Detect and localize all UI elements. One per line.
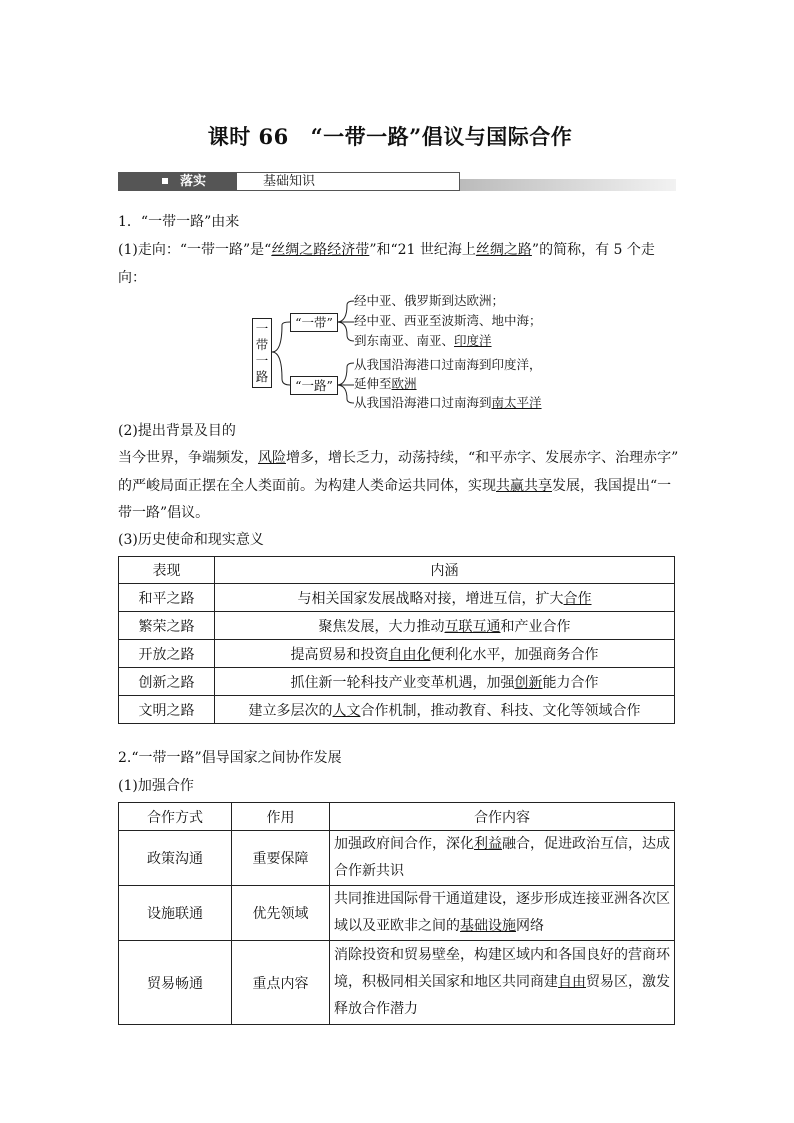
section-banner [118, 172, 676, 191]
table-row [119, 640, 675, 668]
text-run: 便利化水平，加强商务合作 [430, 646, 599, 663]
text-run: 加强政府间合作，深化 [334, 836, 474, 852]
table-cell: 重点内容 [232, 941, 330, 1025]
banner-label-box [118, 172, 236, 191]
table-cell [215, 584, 675, 612]
mission-table [118, 556, 675, 724]
background-line-2 [118, 476, 671, 496]
belt-route-2 [354, 313, 542, 329]
table-header: 内涵 [215, 557, 675, 584]
table-cell: 政策沟通 [119, 831, 232, 886]
table-header: 作用 [232, 803, 330, 831]
text-run: 释放合作潜力 [334, 1001, 418, 1017]
table-row [119, 831, 675, 886]
underlined-term: 印度洋 [454, 333, 492, 348]
table-row [119, 584, 675, 612]
belt-box: “一带” [290, 313, 338, 332]
lesson-topic: “一带一路”倡议与国际合作 [310, 124, 573, 149]
underlined-term: 共赢共享 [496, 478, 552, 494]
text-run: (1)走向：“一带一路”是“ [118, 242, 272, 258]
cell-line [334, 858, 670, 885]
text-run: ”和“21 世纪海上 [369, 242, 476, 258]
table-cell: 设施联通 [119, 886, 232, 941]
table-header-row [119, 803, 675, 831]
text-run: ”的简称，有 5 个走 [531, 242, 655, 258]
underlined-term: 互联互通 [444, 618, 501, 635]
underlined-term: 自由 [558, 974, 586, 990]
table-cell [215, 640, 675, 668]
section1-h2: (2)提出背景及目的 [118, 423, 236, 439]
text-run: 的严峻局面正摆在全人类面前。为构建人类命运共同体，实现 [118, 478, 496, 494]
table-cell [215, 696, 675, 724]
background-line-3: 带一路”倡议。 [118, 505, 210, 521]
text-run: ； [529, 313, 542, 328]
table-row [119, 696, 675, 724]
table-cell: 贸易畅通 [119, 941, 232, 1025]
table-cell [215, 668, 675, 696]
table-cell: 创新之路 [119, 668, 215, 696]
banner-sub-box [236, 172, 460, 191]
text-run: 消除投资和贸易壁垒，构建区域内和各国良好的营商环 [334, 947, 670, 963]
text-run: 当今世界，争端频发， [118, 450, 258, 466]
text-run: 合作新共识 [334, 863, 404, 879]
underlined-term: 基础设施 [460, 918, 516, 934]
cell-line [334, 913, 670, 940]
underlined-term: 合作 [563, 590, 592, 607]
table-cell: 繁荣之路 [119, 612, 215, 640]
section1-heading: 1．“一带一路”由来 [118, 214, 240, 230]
text-run: 从我国沿海港口过南海到 [354, 395, 492, 410]
text-run: 到东南亚、南亚、 [354, 333, 455, 348]
table-header: 合作方式 [119, 803, 232, 831]
cell-line [334, 942, 670, 969]
table-header: 表现 [119, 557, 215, 584]
cell-line [334, 996, 670, 1023]
text-run: 共同推进国际骨干通道建设，逐步形成连接亚洲各次区 [334, 891, 670, 907]
table-header-row [119, 557, 675, 584]
underlined-term: 丝绸之路 [475, 242, 532, 258]
section2-sub: (1)加强合作 [118, 778, 194, 794]
belt-route-1 [354, 293, 504, 309]
road-box: “一路” [290, 376, 338, 395]
road-route-3 [354, 395, 542, 411]
text-run: 和产业合作 [500, 618, 571, 635]
square-bullet-icon [162, 178, 168, 184]
table-row [119, 612, 675, 640]
root-char: 一 [255, 321, 269, 336]
lesson-number: 课时 66 [207, 124, 289, 149]
banner-gradient [460, 179, 676, 191]
text-run: 发展，我国提出“一 [552, 478, 672, 494]
underlined-term: 利益 [474, 836, 502, 852]
table-cell: 和平之路 [119, 584, 215, 612]
text-run: 建立多层次的 [248, 702, 333, 719]
table-row [119, 668, 675, 696]
underlined-term: 自由化 [388, 646, 431, 663]
table-row [119, 886, 675, 941]
root-char: 一 [255, 353, 269, 368]
background-line-1 [118, 448, 678, 468]
text-run: 域以及亚欧非之间的 [334, 918, 460, 934]
road-route-2 [354, 376, 417, 392]
cooperation-table [118, 802, 675, 1025]
text-run: 增多，增长乏力，动荡持续，“和平赤字、发展赤字、治理赤字” [286, 450, 679, 466]
section1-p1-cont: 向： [118, 270, 146, 286]
text-run: 从我国沿海港口过南海到印度洋， [354, 357, 542, 372]
text-run: 贸易区，激发 [586, 974, 670, 990]
table-cell [330, 886, 675, 941]
text-run: 经中亚、俄罗斯到达欧洲 [354, 293, 492, 308]
table-cell [330, 831, 675, 886]
text-run: 融合，促进政治互信，达成 [502, 836, 670, 852]
text-run: 经中亚、西亚至波斯湾、地中海 [354, 313, 530, 328]
text-run: 提高贸易和投资 [290, 646, 389, 663]
text-run: 合作机制，推动教育、科技、文化等领域合作 [360, 702, 641, 719]
underlined-term: 欧洲 [391, 376, 417, 391]
underlined-term: 丝绸之路经济带 [271, 242, 370, 258]
cell-line [334, 969, 670, 996]
underlined-term: 人文 [332, 702, 361, 719]
section2-heading: 2.“一带一路”倡导国家之间协作发展 [118, 750, 342, 766]
belt-route-3 [354, 333, 492, 349]
section1-h3: (3)历史使命和现实意义 [118, 532, 264, 548]
banner-sub: 基础知识 [263, 174, 316, 189]
table-cell [215, 612, 675, 640]
section1-p1 [118, 240, 678, 260]
table-cell: 重要保障 [232, 831, 330, 886]
root-char: 带 [255, 337, 269, 352]
page-title [0, 121, 794, 151]
text-run: 聚焦发展，大力推动 [318, 618, 445, 635]
text-run: 与相关国家发展战略对接，增进互信，扩大 [297, 590, 564, 607]
text-run: 延伸至 [354, 376, 392, 391]
table-cell: 优先领域 [232, 886, 330, 941]
underlined-term: 风险 [258, 450, 286, 466]
cell-line [334, 831, 670, 858]
banner-label: 落实 [180, 174, 207, 189]
table-header: 合作内容 [330, 803, 675, 831]
text-run: 境，积极同相关国家和地区共同商建 [334, 974, 558, 990]
text-run: 能力合作 [542, 674, 599, 691]
root-char: 路 [255, 369, 269, 384]
text-run: ； [491, 293, 505, 308]
text-run: 网络 [516, 918, 544, 934]
table-cell: 文明之路 [119, 696, 215, 724]
routes-diagram [250, 295, 570, 415]
table-row [119, 941, 675, 1025]
underlined-term: 创新 [514, 674, 543, 691]
text-run: 抓住新一轮科技产业变革机遇，加强 [290, 674, 515, 691]
table-cell: 开放之路 [119, 640, 215, 668]
road-route-1 [354, 357, 542, 373]
table-cell [330, 941, 675, 1025]
underlined-term: 南太平洋 [491, 395, 542, 410]
cell-line [334, 886, 670, 913]
diagram-root-box [252, 318, 272, 388]
